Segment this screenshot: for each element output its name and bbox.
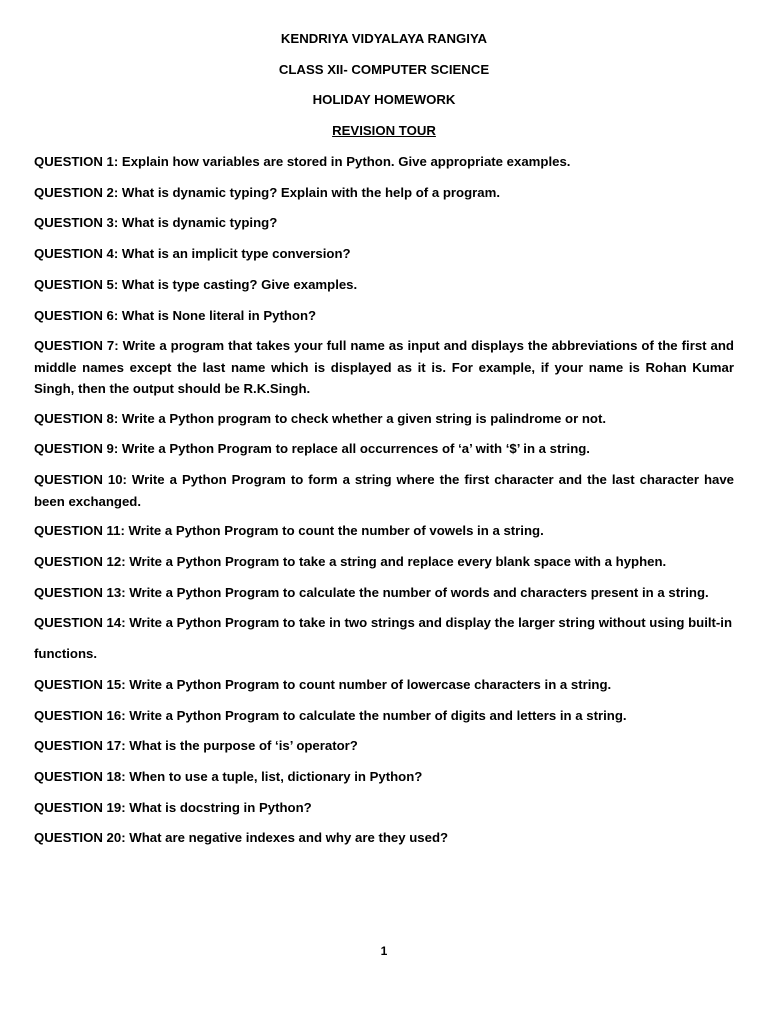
question-17: QUESTION 17: What is the purpose of ‘is’ operator? <box>34 738 358 753</box>
question-7: QUESTION 7: Write a program that takes your full name as input and displays the abbreviations of the first and middle names except the last name which is displayed as it is. For example, if your name is Rohan Kumar Singh, then the output should be R.K.Singh. <box>34 338 734 396</box>
question-4: QUESTION 4: What is an implicit type conversion? <box>34 246 351 261</box>
question-14-continuation: functions. <box>34 646 98 661</box>
question-5: QUESTION 5: What is type casting? Give examples. <box>34 277 358 292</box>
assignment-title: HOLIDAY HOMEWORK <box>312 92 456 107</box>
school-name: KENDRIYA VIDYALAYA RANGIYA <box>280 31 488 46</box>
question-13: QUESTION 13: Write a Python Program to calculate the number of words and characters present in a string. <box>34 585 709 600</box>
page-number: 1 <box>380 944 388 958</box>
question-3: QUESTION 3: What is dynamic typing? <box>34 215 278 230</box>
question-16: QUESTION 16: Write a Python Program to calculate the number of digits and letters in a string. <box>34 708 627 723</box>
question-15: QUESTION 15: Write a Python Program to count number of lowercase characters in a string. <box>34 677 612 692</box>
question-12: QUESTION 12: Write a Python Program to take a string and replace every blank space with a hyphen. <box>34 554 667 569</box>
question-11: QUESTION 11: Write a Python Program to count the number of vowels in a string. <box>34 523 544 538</box>
question-9: QUESTION 9: Write a Python Program to replace all occurrences of ‘a’ with ‘$’ in a string. <box>34 441 590 456</box>
question-19: QUESTION 19: What is docstring in Python? <box>34 800 312 815</box>
question-2: QUESTION 2: What is dynamic typing? Explain with the help of a program. <box>34 185 501 200</box>
question-14: QUESTION 14: Write a Python Program to take in two strings and display the larger string without using built-in <box>34 615 733 630</box>
question-10: QUESTION 10: Write a Python Program to form a string where the first character and the last character have been exchanged. <box>34 472 734 509</box>
question-20: QUESTION 20: What are negative indexes and why are they used? <box>34 830 449 845</box>
section-title: REVISION TOUR <box>332 123 436 138</box>
question-1: QUESTION 1: Explain how variables are stored in Python. Give appropriate examples. <box>34 154 571 169</box>
question-18: QUESTION 18: When to use a tuple, list, dictionary in Python? <box>34 769 423 784</box>
class-subject: CLASS XII- COMPUTER SCIENCE <box>278 62 490 77</box>
question-8: QUESTION 8: Write a Python program to check whether a given string is palindrome or not. <box>34 411 607 426</box>
question-6: QUESTION 6: What is None literal in Python? <box>34 308 317 323</box>
